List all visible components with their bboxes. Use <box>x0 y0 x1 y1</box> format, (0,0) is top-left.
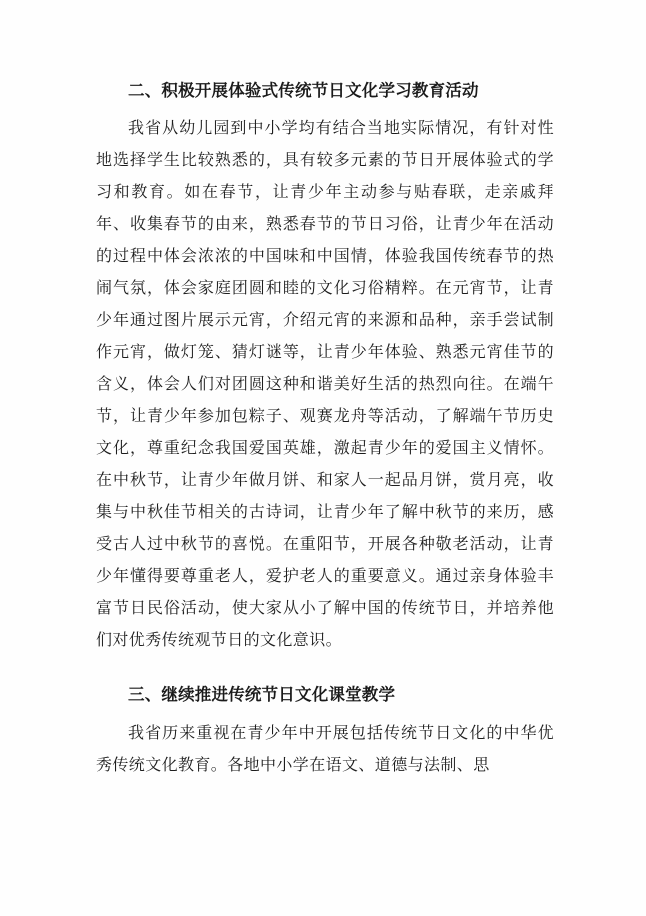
page-content <box>96 78 554 781</box>
section-two <box>96 78 554 656</box>
section-three-heading: 三、继续推进传统节日文化课堂教学 <box>128 685 396 705</box>
section-two-heading: 二、积极开展体验式传统节日文化学习教育活动 <box>128 81 479 100</box>
section-three-paragraph-1: 我省历来重视在青少年中开展包括传统节日文化的中华优秀传统文化教育。各地中小学在语文、道德与法制、思 <box>96 722 554 774</box>
section-three <box>96 682 554 780</box>
section-two-paragraph-1: 我省从幼儿园到中小学均有结合当地实际情况，有针对性地选择学生比较熟悉的，具有较多元素的节日开展体验式的学习和教育。如在春节，让青少年主动参与贴春联，走亲戚拜年、收集春节的由来，熟悉春节的节日习俗，让青少年在活动的过程中体会浓浓的中国味和中国情，体验我国传统春节的热闹气氛，体会家庭团圆和睦的文化习俗精粹。在元宵节，让青少年通过图片展示元宵，介绍元宵的来源和品种，亲手尝试制作元宵，做灯笼、猜灯谜等，让青少年体验、熟悉元宵佳节的含义，体会人们对团圆这种和谐美好生活的热烈向往。在端午节，让青少年参加包粽子、观赛龙舟等活动，了解端午节历史文化，尊重纪念我国爱国英雄，激起青少年的爱国主义情怀。在中秋节，让青少年做月饼、和家人一起品月饼，赏月亮，收集与中秋佳节相关的古诗词，让青少年了解中秋节的来历，感受古人过中秋节的喜悦。在重阳节，开展各种敬老活动，让青少年懂得要尊重老人，爱护老人的重要意义。通过亲身体验丰富节日民俗活动，使大家从小了解中国的传统节日，并培养他们对优秀传统观节日的文化意识。 <box>96 118 554 650</box>
